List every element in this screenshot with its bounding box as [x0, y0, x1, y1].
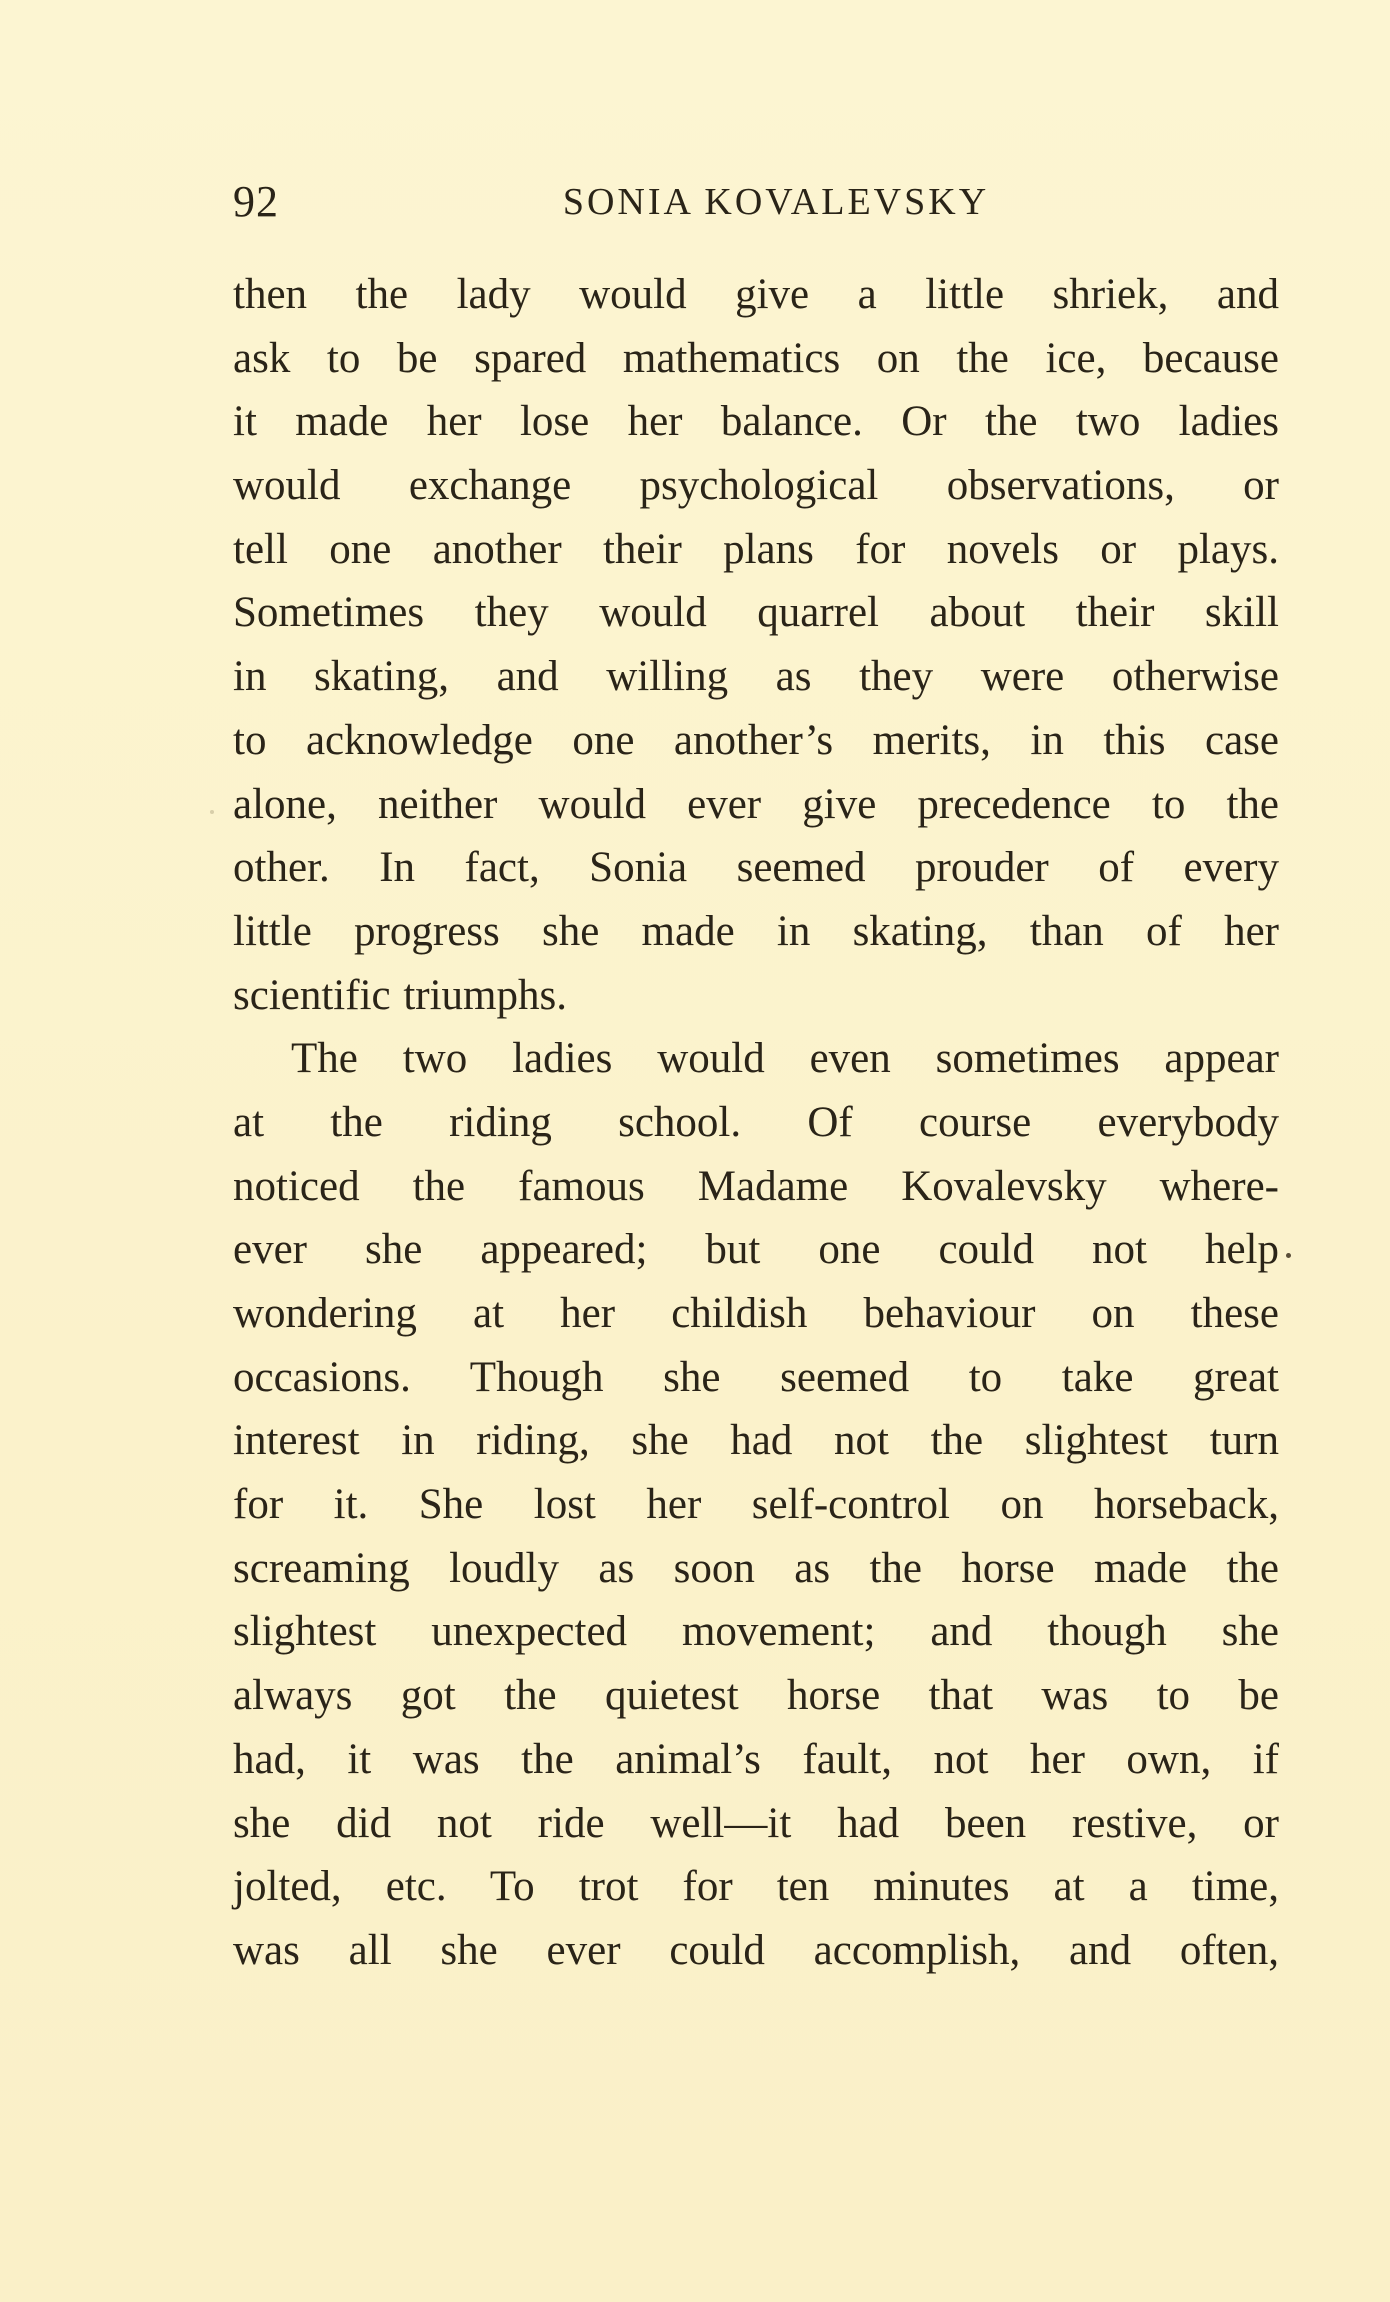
text-line: slightest unexpected movement; and though she	[233, 1608, 1279, 1656]
paper-speck	[210, 810, 214, 814]
text-line: had, it was the animal’s fault, not her own, if	[233, 1735, 1279, 1783]
text-line: interest in riding, she had not the slightest turn	[233, 1417, 1279, 1465]
running-head: SONIA KOVALEVSKY	[562, 181, 990, 223]
text-line: occasions. Though she seemed to take great	[233, 1353, 1279, 1401]
text-line: ever she appeared; but one could not help	[233, 1226, 1279, 1274]
text-line: screaming loudly as soon as the horse made the	[233, 1544, 1279, 1592]
text-line: in skating, and willing as they were otherwise	[233, 653, 1279, 701]
text-line: scientific triumphs.	[233, 971, 567, 1019]
page-number: 92	[233, 177, 279, 226]
text-line: little progress she made in skating, than of her	[233, 907, 1279, 955]
ink-speck	[1286, 1253, 1291, 1258]
text-line: wondering at her childish behaviour on these	[233, 1290, 1279, 1337]
text-line: ask to be spared mathematics on the ice, because	[233, 334, 1279, 382]
body-text	[233, 263, 1279, 1983]
text-line: always got the quietest horse that was to be	[233, 1672, 1279, 1720]
text-line: was all she ever could accomplish, and often,	[233, 1926, 1279, 1974]
text-line: tell one another their plans for novels or plays.	[233, 525, 1279, 573]
text-line: then the lady would give a little shriek, and	[233, 271, 1279, 318]
page-header	[233, 172, 1279, 232]
text-line: alone, neither would ever give precedence to the	[233, 780, 1279, 828]
text-line: jolted, etc. To trot for ten minutes at a time,	[233, 1863, 1279, 1911]
text-line: The two ladies would even sometimes appear	[291, 1035, 1279, 1083]
text-line: Sometimes they would quarrel about their skill	[233, 589, 1279, 637]
text-line: would exchange psychological observations, or	[233, 462, 1279, 510]
text-line: noticed the famous Madame Kovalevsky where-	[233, 1162, 1279, 1210]
text-line: other. In fact, Sonia seemed prouder of every	[233, 844, 1279, 892]
text-line: she did not ride well—it had been restive, or	[233, 1799, 1279, 1847]
text-line: it made her lose her balance. Or the two ladies	[233, 398, 1279, 446]
text-line: to acknowledge one another’s merits, in this case	[233, 716, 1279, 764]
text-line: for it. She lost her self-control on horseback,	[233, 1481, 1279, 1529]
text-line: at the riding school. Of course everybody	[233, 1098, 1279, 1146]
